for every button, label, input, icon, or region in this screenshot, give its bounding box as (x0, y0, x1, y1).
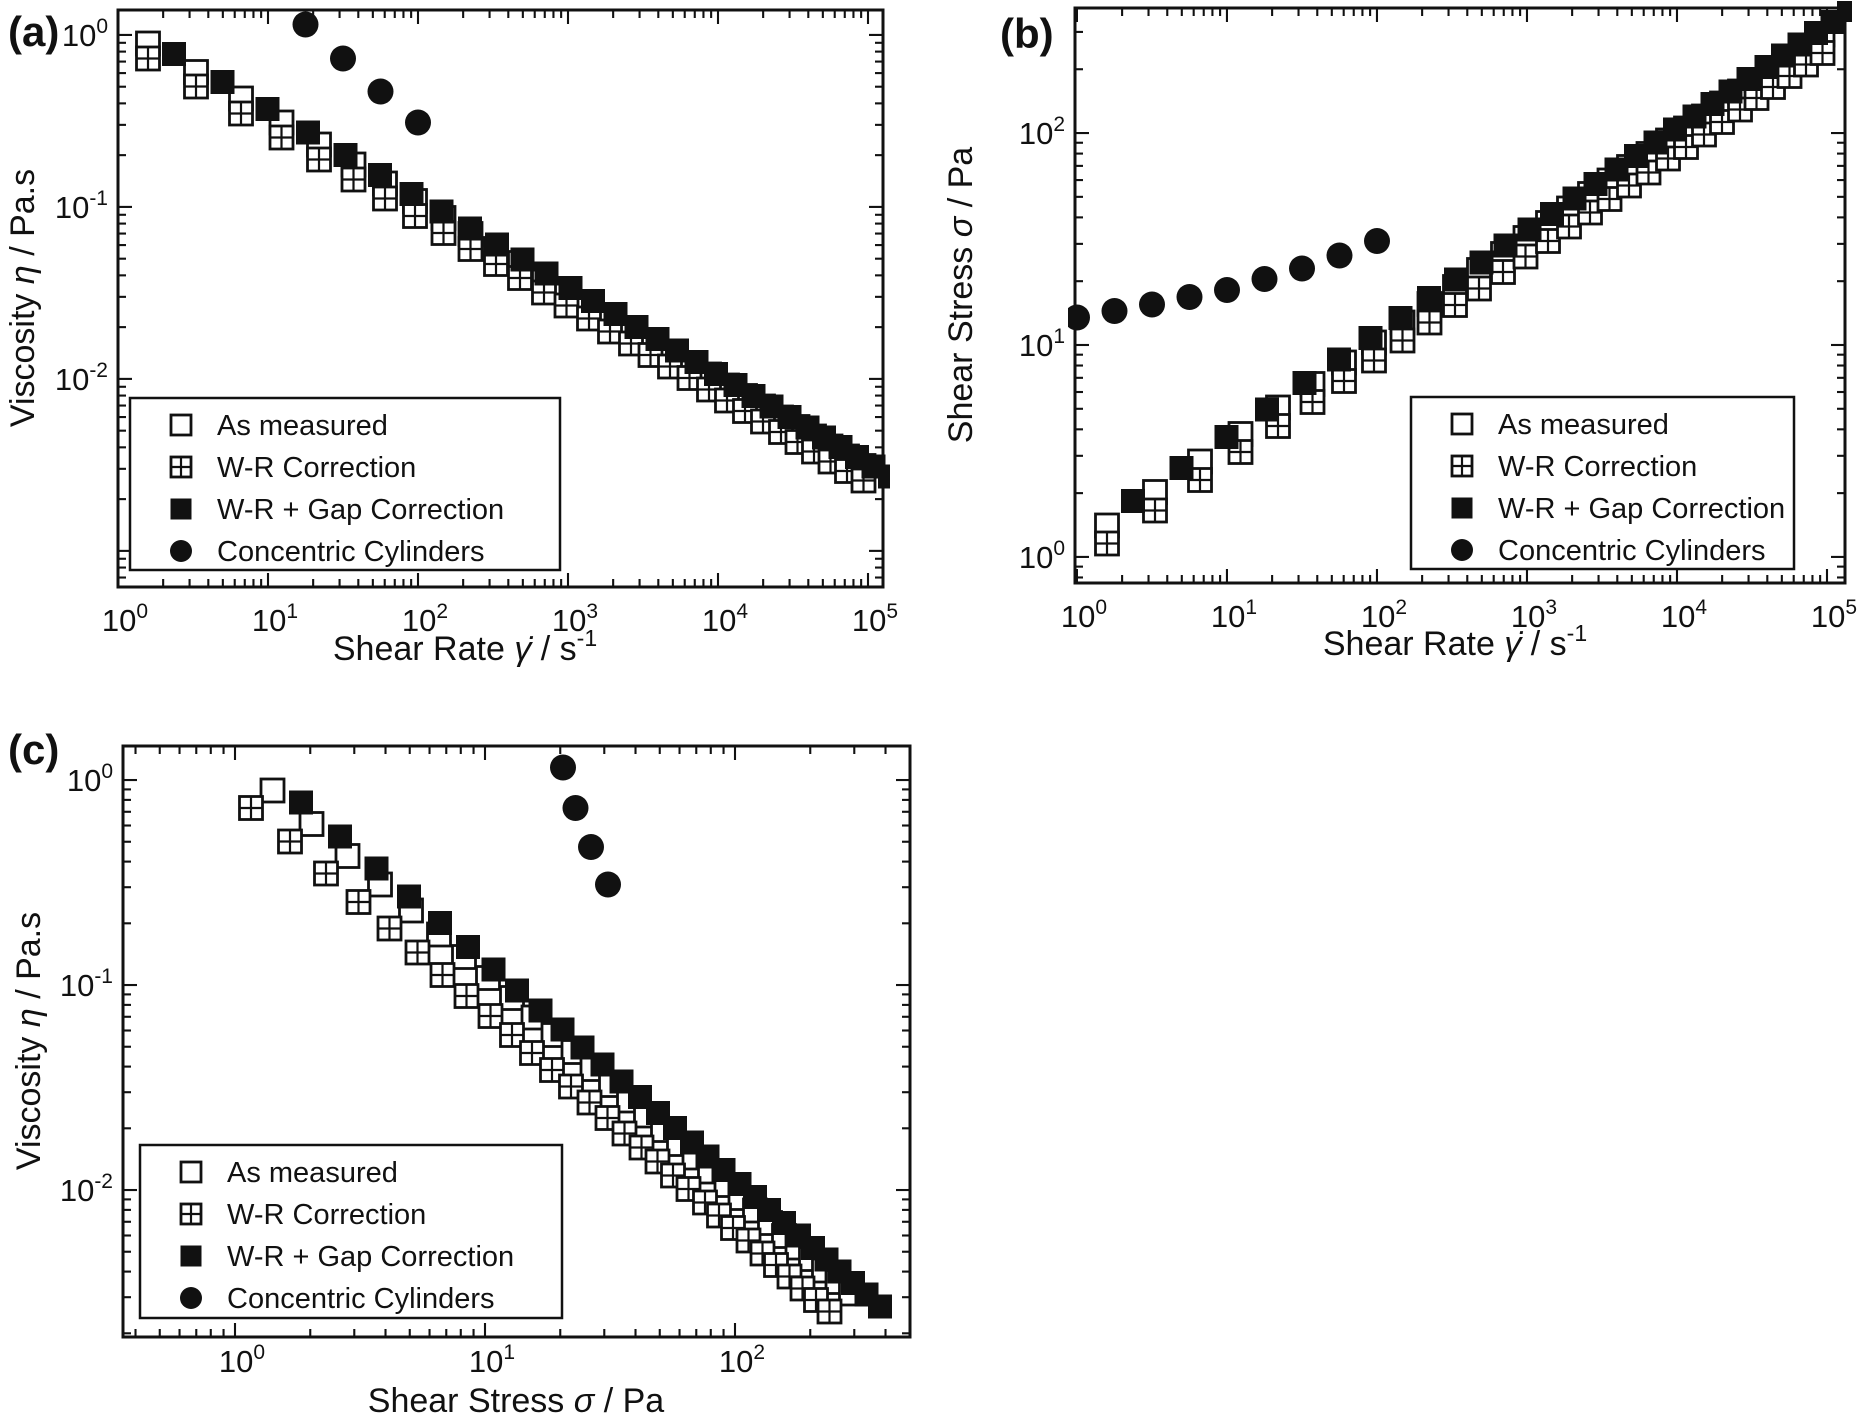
marker-crossed-square (181, 1204, 201, 1224)
marker-crossed-square (279, 830, 302, 853)
series-concentric-cylinders (550, 755, 621, 898)
legend (1411, 397, 1794, 569)
x-axis-title-segment: -1 (1566, 620, 1588, 646)
marker-filled-circle (405, 110, 431, 136)
tick-base: 10 (1060, 599, 1096, 634)
x-axis-title (333, 625, 597, 668)
marker-filled-circle (1139, 292, 1165, 318)
marker-filled-square (1170, 457, 1193, 480)
x-axis-title (1323, 620, 1587, 663)
y-tick-label (67, 760, 113, 798)
x-axis-title-segment: Shear Rate (1322, 625, 1505, 663)
tick-exponent: 1 (1245, 596, 1258, 619)
marker-filled-circle (1252, 266, 1278, 292)
tick-base: 10 (61, 17, 97, 53)
x-tick-label (1811, 596, 1857, 634)
marker-filled-square (1359, 327, 1382, 350)
marker-filled-circle (1327, 243, 1353, 269)
x-tick-label (702, 600, 748, 638)
tick-exponent: 3 (1545, 596, 1558, 619)
marker-filled-circle (1102, 298, 1128, 324)
panel-letter: (b) (1000, 10, 1054, 57)
marker-crossed-square (378, 917, 401, 940)
marker-crossed-square (171, 457, 191, 477)
tick-base: 10 (1360, 599, 1396, 634)
marker-filled-square (256, 98, 279, 121)
legend-label: W-R + Gap Correction (1498, 493, 1786, 525)
legend-label: W-R Correction (217, 452, 417, 484)
tick-base: 10 (59, 1173, 95, 1209)
tick-exponent: 0 (1053, 536, 1065, 560)
y-tick-label (62, 15, 108, 53)
marker-filled-square (1418, 287, 1441, 310)
tick-base: 10 (401, 603, 437, 638)
marker-crossed-square (230, 102, 253, 125)
marker-filled-square (398, 885, 421, 908)
tick-exponent: 5 (886, 600, 899, 623)
tick-exponent: 3 (586, 600, 599, 623)
marker-filled-square (559, 277, 582, 300)
legend-label: Concentric Cylinders (1498, 535, 1766, 567)
marker-filled-square (1389, 307, 1412, 330)
marker-crossed-square (818, 1300, 841, 1323)
x-axis-title (368, 1382, 665, 1420)
marker-filled-circle (1451, 539, 1473, 561)
y-axis-title-segment: σ (942, 216, 980, 238)
x-tick-label (719, 1341, 765, 1379)
marker-crossed-square (240, 797, 263, 820)
marker-filled-square (869, 1295, 892, 1318)
tick-base: 10 (1018, 327, 1054, 363)
marker-filled-square (1215, 426, 1238, 449)
tick-base: 10 (66, 763, 102, 799)
marker-filled-square (604, 303, 627, 326)
marker-crossed-square (308, 148, 331, 171)
legend-label: Concentric Cylinders (227, 1283, 495, 1315)
y-axis-title-segment: Viscosity (10, 1027, 48, 1171)
x-tick-label (852, 600, 898, 638)
marker-crossed-square (270, 126, 293, 149)
panel-a (4, 8, 902, 668)
x-axis-title-segment: Shear Rate (332, 630, 515, 668)
tick-exponent: 2 (436, 600, 449, 623)
marker-filled-circle (1177, 284, 1203, 310)
tick-base: 10 (1510, 599, 1546, 634)
marker-filled-circle (368, 79, 394, 105)
marker-filled-circle (563, 795, 589, 821)
marker-crossed-square (1444, 294, 1467, 317)
x-tick-label (1061, 596, 1107, 634)
marker-open-square (300, 813, 323, 836)
legend-label: W-R + Gap Correction (217, 494, 505, 526)
marker-crossed-square (315, 862, 338, 885)
marker-filled-square (334, 144, 357, 167)
marker-open-square (261, 779, 284, 802)
y-axis-title-segment: / Pa.s (4, 168, 42, 266)
marker-crossed-square (342, 168, 365, 191)
marker-filled-circle (330, 46, 356, 72)
marker-filled-circle (550, 755, 576, 781)
marker-filled-square (1584, 173, 1607, 196)
marker-filled-circle (170, 540, 192, 562)
marker-open-square (181, 1162, 201, 1182)
legend-label: As measured (217, 410, 388, 442)
marker-filled-square (181, 1246, 201, 1266)
marker-filled-circle (1214, 277, 1240, 303)
tick-base: 10 (718, 1344, 754, 1379)
legend (130, 398, 560, 570)
y-tick-label (1019, 325, 1065, 363)
tick-base: 10 (701, 603, 737, 638)
marker-crossed-square (1333, 370, 1356, 393)
marker-filled-square (211, 71, 234, 94)
y-axis-title (942, 147, 980, 444)
y-axis-title-segment: Shear Stress (942, 237, 980, 444)
tick-exponent: 0 (253, 1341, 266, 1364)
marker-crossed-square (347, 891, 370, 914)
x-axis-title-segment: σ (573, 1382, 595, 1420)
marker-filled-square (1293, 372, 1316, 395)
marker-crossed-square (1391, 329, 1414, 352)
marker-crossed-square (137, 47, 160, 70)
tick-exponent: 2 (1053, 113, 1065, 137)
marker-crossed-square (479, 1005, 502, 1028)
marker-crossed-square (455, 985, 478, 1008)
marker-crossed-square (1492, 261, 1515, 284)
marker-filled-square (369, 164, 392, 187)
series-concentric-cylinders (1064, 228, 1390, 331)
marker-crossed-square (406, 941, 429, 964)
x-axis-title-segment: γ̇ (514, 630, 532, 668)
x-tick-label (219, 1341, 265, 1379)
y-axis-title-segment: η (10, 1008, 48, 1028)
marker-filled-square (1838, 0, 1861, 22)
panel-c (8, 726, 910, 1420)
y-axis-title (10, 912, 48, 1170)
tick-exponent: 0 (101, 760, 113, 784)
x-axis-title-segment: / s (1521, 625, 1567, 663)
legend-item-concentric-cylinders (1451, 535, 1766, 567)
tick-base: 10 (1018, 539, 1054, 575)
marker-filled-square (1541, 203, 1564, 226)
marker-filled-square (879, 465, 902, 488)
x-tick-label (252, 600, 298, 638)
marker-filled-square (365, 857, 388, 880)
y-axis-title-segment: η (4, 265, 42, 285)
marker-crossed-square (431, 964, 454, 987)
y-tick-label (60, 965, 113, 1003)
panel-letter: (c) (8, 726, 60, 773)
y-axis-title-segment: Viscosity (4, 284, 42, 428)
legend-label: As measured (227, 1157, 398, 1189)
marker-filled-square (459, 217, 482, 240)
tick-base: 10 (59, 968, 95, 1004)
series-concentric-cylinders (293, 12, 432, 136)
tick-base: 10 (551, 603, 587, 638)
marker-crossed-square (185, 75, 208, 98)
marker-filled-square (1470, 251, 1493, 274)
tick-exponent: 4 (1695, 596, 1708, 619)
marker-crossed-square (432, 222, 455, 245)
tick-exponent: -1 (94, 965, 113, 989)
tick-exponent: 1 (1053, 324, 1065, 348)
marker-filled-square (506, 979, 529, 1002)
tick-base: 10 (1210, 599, 1246, 634)
legend-item-w-r-gap-correction (1452, 493, 1785, 525)
tick-base: 10 (468, 1344, 504, 1379)
x-axis-title-segment: / s (531, 630, 577, 668)
legend-label: W-R + Gap Correction (227, 1241, 515, 1273)
legend (140, 1145, 562, 1318)
marker-filled-square (430, 200, 453, 223)
marker-filled-square (529, 999, 552, 1022)
x-tick-label (1661, 596, 1707, 634)
tick-base: 10 (1660, 599, 1696, 634)
marker-crossed-square (404, 205, 427, 228)
x-axis-title-segment: / Pa (594, 1382, 665, 1420)
marker-filled-square (1518, 218, 1541, 241)
marker-filled-circle (180, 1287, 202, 1309)
tick-base: 10 (1810, 599, 1846, 634)
marker-filled-square (1563, 187, 1586, 210)
marker-filled-square (486, 233, 509, 256)
marker-filled-square (1122, 490, 1145, 513)
marker-filled-square (297, 121, 320, 144)
y-tick-label (1019, 537, 1065, 575)
marker-filled-square (482, 958, 505, 981)
x-tick-label (469, 1341, 515, 1379)
legend-item-w-r-gap-correction (181, 1241, 514, 1273)
marker-filled-square (1452, 498, 1472, 518)
legend-label: W-R Correction (1498, 451, 1698, 483)
marker-filled-square (535, 262, 558, 285)
panel-b (942, 0, 1861, 663)
tick-exponent: 4 (736, 600, 749, 623)
tick-exponent: -2 (94, 1170, 113, 1194)
tick-exponent: -2 (89, 358, 108, 382)
tick-exponent: -1 (89, 186, 108, 210)
tick-exponent: 2 (1395, 596, 1408, 619)
tick-exponent: 2 (753, 1341, 766, 1364)
y-axis-title-segment: / Pa (942, 146, 980, 217)
marker-filled-square (400, 183, 423, 206)
marker-crossed-square (374, 187, 397, 210)
x-tick-label (102, 600, 148, 638)
marker-open-square (1452, 414, 1472, 434)
marker-crossed-square (459, 238, 482, 261)
marker-filled-circle (1064, 305, 1090, 331)
tick-base: 10 (1018, 116, 1054, 152)
marker-filled-circle (293, 12, 319, 38)
marker-crossed-square (1144, 499, 1167, 522)
marker-filled-square (1494, 234, 1517, 257)
x-axis-title-segment: -1 (576, 625, 598, 651)
tick-base: 10 (218, 1344, 254, 1379)
y-tick-label (55, 359, 108, 397)
marker-filled-circle (578, 834, 604, 860)
tick-base: 10 (54, 361, 90, 397)
y-axis-title-segment: / Pa.s (10, 911, 48, 1009)
marker-filled-square (1328, 348, 1351, 371)
tick-base: 10 (851, 603, 887, 638)
marker-filled-square (457, 936, 480, 959)
marker-crossed-square (1452, 456, 1472, 476)
marker-filled-circle (1289, 256, 1315, 282)
x-axis-title-segment: Shear Stress (367, 1382, 574, 1420)
marker-filled-square (163, 43, 186, 66)
legend-item-concentric-cylinders (170, 536, 485, 568)
tick-base: 10 (251, 603, 287, 638)
x-tick-label (1211, 596, 1257, 634)
tick-exponent: 5 (1845, 596, 1858, 619)
tick-exponent: 0 (136, 600, 149, 623)
marker-open-square (171, 415, 191, 435)
marker-filled-square (625, 316, 648, 339)
y-axis-title (4, 169, 42, 427)
tick-exponent: 1 (503, 1341, 516, 1364)
y-tick-label (1019, 113, 1065, 151)
marker-crossed-square (1363, 349, 1386, 372)
marker-filled-square (171, 499, 191, 519)
marker-filled-square (511, 248, 534, 271)
x-axis-title-segment: γ̇ (1504, 625, 1522, 663)
marker-crossed-square (1096, 532, 1119, 555)
legend-item-concentric-cylinders (180, 1283, 495, 1315)
y-tick-label (60, 1170, 113, 1208)
tick-exponent: 1 (286, 600, 299, 623)
tick-base: 10 (54, 189, 90, 225)
marker-filled-square (329, 825, 352, 848)
marker-filled-square (290, 791, 313, 814)
y-tick-label (55, 187, 108, 225)
marker-crossed-square (1468, 277, 1491, 300)
marker-filled-square (1256, 398, 1279, 421)
legend-item-w-r-gap-correction (171, 494, 504, 526)
tick-base: 10 (101, 603, 137, 638)
marker-filled-square (1445, 268, 1468, 291)
marker-crossed-square (1418, 311, 1441, 334)
marker-filled-circle (1364, 228, 1390, 254)
legend-label: Concentric Cylinders (217, 536, 485, 568)
tick-exponent: 0 (96, 14, 108, 38)
legend-label: As measured (1498, 409, 1669, 441)
legend-label: W-R Correction (227, 1199, 427, 1231)
tick-exponent: 0 (1095, 596, 1108, 619)
marker-filled-square (429, 912, 452, 935)
panel-letter: (a) (8, 8, 60, 55)
marker-filled-circle (595, 872, 621, 898)
marker-filled-square (582, 290, 605, 313)
